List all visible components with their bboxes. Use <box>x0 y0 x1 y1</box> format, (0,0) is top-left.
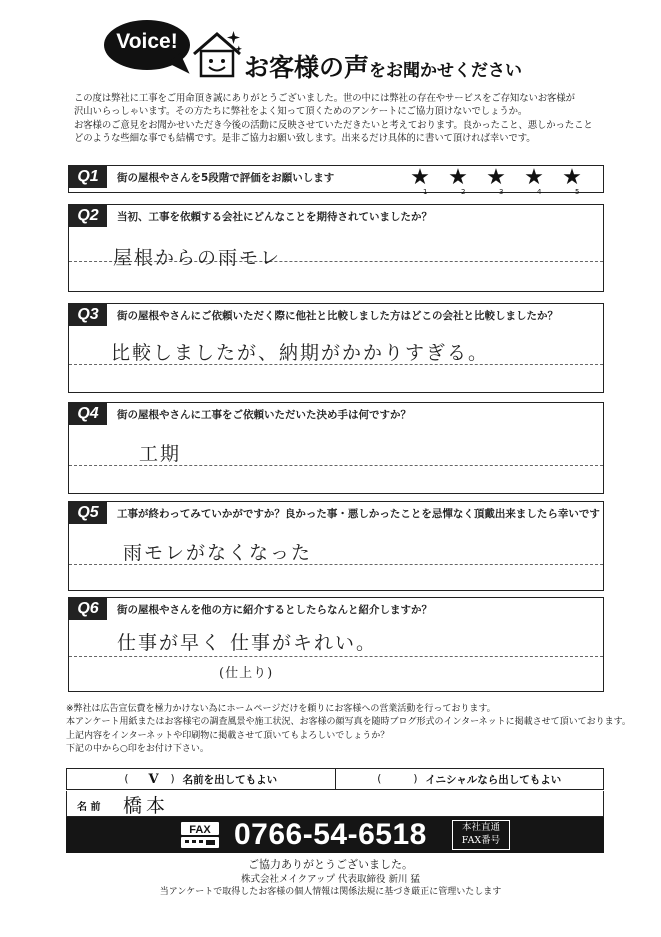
intro-line: この度は弊社に工事をご用命頂き誠にありがとうございました。世の中には弊社の存在やサービスをご存知ないお客様が <box>74 93 575 104</box>
consent-row <box>66 768 604 790</box>
fax-bar <box>66 817 604 853</box>
question-q5 <box>68 501 604 591</box>
question-label: Q2 <box>69 205 107 227</box>
question-q6 <box>68 597 604 692</box>
question-label: Q5 <box>69 502 107 524</box>
rating-stars <box>401 165 591 196</box>
footnote-line: 上記内容をインターネットや印刷物に掲載させて頂いてもよろしいでしょうか？ <box>66 730 390 741</box>
fax-machine-icon <box>178 821 222 849</box>
answer-text: 仕事が早く 仕事がキれい。 <box>117 632 378 654</box>
fax-icon-label: FAX <box>189 824 211 836</box>
fax-number: 0766-54-6518 <box>234 818 427 851</box>
question-text: 工事が終わってみていかがですか？良かった事・悪しかったことを忌憚なく頂戴出来ましたら幸いです <box>117 508 600 520</box>
question-text: 街の屋根やさんを他の方に紹介するとしたらなんと紹介しますか？ <box>117 604 432 616</box>
intro-line: 沢山いらっしゃいます。その方たちに弊社をよく知って頂くためのアンケートにご協力頂けないでしょうか。 <box>74 106 528 118</box>
footer-thanks: ご協力ありがとうございました。 <box>248 858 413 871</box>
header <box>0 0 661 90</box>
fax-direct-label: 本社直通 FAX番号 <box>452 820 510 850</box>
question-text: 街の屋根やさんを5段階で評価をお願いします <box>117 172 335 184</box>
footer-privacy: 当アンケートで取得したお客様の個人情報は関係法規に基づき厳正に管理いたします <box>159 887 502 897</box>
voice-badge: Voice! <box>116 30 178 53</box>
answer-note: (仕上り) <box>219 666 274 681</box>
consent-option-initial[interactable]: ( ) イニシャルなら出してもよい <box>335 769 604 789</box>
name-field[interactable]: 橋本 <box>123 795 170 817</box>
consent-option-name-label: 名前を出してもよい <box>182 773 278 786</box>
question-q1 <box>68 165 604 196</box>
name-row <box>66 791 604 817</box>
name-label: 名 前 <box>77 802 101 813</box>
consent-option-initial-label: イニシャルなら出してもよい <box>425 773 562 786</box>
question-text: 当初、工事を依頼する会社にどんなことを期待されていましたか？ <box>117 211 432 223</box>
question-text: 街の屋根やさんに工事をご依頼いただいた決め手は何ですか？ <box>117 409 411 421</box>
rating-star[interactable]: ★ 3 <box>486 165 506 196</box>
question-q3 <box>68 303 604 393</box>
consent-option-name[interactable]: ( V ) 名前を出してもよい <box>124 771 278 787</box>
question-q4 <box>68 402 604 494</box>
intro-line: お客様のご意見をお聞かせいただき今後の活動に反映させていただきたいと考えております。良かったこと、悪しかったこと <box>74 119 593 131</box>
answer-text: 屋根からの雨モレ <box>113 247 282 269</box>
answer-text: 工期 <box>139 443 182 465</box>
question-q2 <box>68 204 604 292</box>
question-label: Q1 <box>69 166 107 188</box>
footnote-line: ※弊社は広告宣伝費を極力かけない為にホームページだけを頼りにお客様への営業活動を行っております。 <box>66 704 496 714</box>
intro-line: どのような些細な事でも結構です。是非ご協力お願い致します。出来るだけ具体的に書いて頂ければ幸いです。 <box>74 132 536 144</box>
question-label: Q4 <box>69 403 107 425</box>
consent-check-mark: V <box>148 771 159 787</box>
footnote-line: 下記の中から○印をお付け下さい。 <box>66 744 209 755</box>
question-text: 街の屋根やさんにご依頼いただく際に他社と比較しました方はどこの会社と比較しましたか？ <box>117 310 558 322</box>
footnote-line: 本アンケート用紙またはお客様宅の調査風景や施工状況、お客様の顔写真を随時ブログ形式のインターネットに掲載させて頂いております。 <box>66 717 631 728</box>
rating-star[interactable]: ★ 2 <box>448 165 468 196</box>
footer-company: 株式会社メイクアップ 代表取締役 新川 猛 <box>240 874 420 885</box>
answer-text: 比較しましたが、納期がかかりすぎる。 <box>111 342 490 364</box>
answer-text: 雨モレがなくなった <box>123 542 313 564</box>
question-label: Q3 <box>69 304 107 326</box>
intro-text <box>74 92 614 145</box>
footnotes <box>66 703 636 757</box>
rating-star[interactable]: ★ 5 <box>562 165 582 196</box>
page-title: お客様の声をお聞かせください <box>244 53 523 82</box>
rating-star[interactable]: ★ 1 <box>410 165 430 196</box>
question-label: Q6 <box>69 598 107 620</box>
rating-star[interactable]: ★ 4 <box>524 165 544 196</box>
smiling-house-icon <box>190 28 244 80</box>
answer-line <box>69 656 603 657</box>
